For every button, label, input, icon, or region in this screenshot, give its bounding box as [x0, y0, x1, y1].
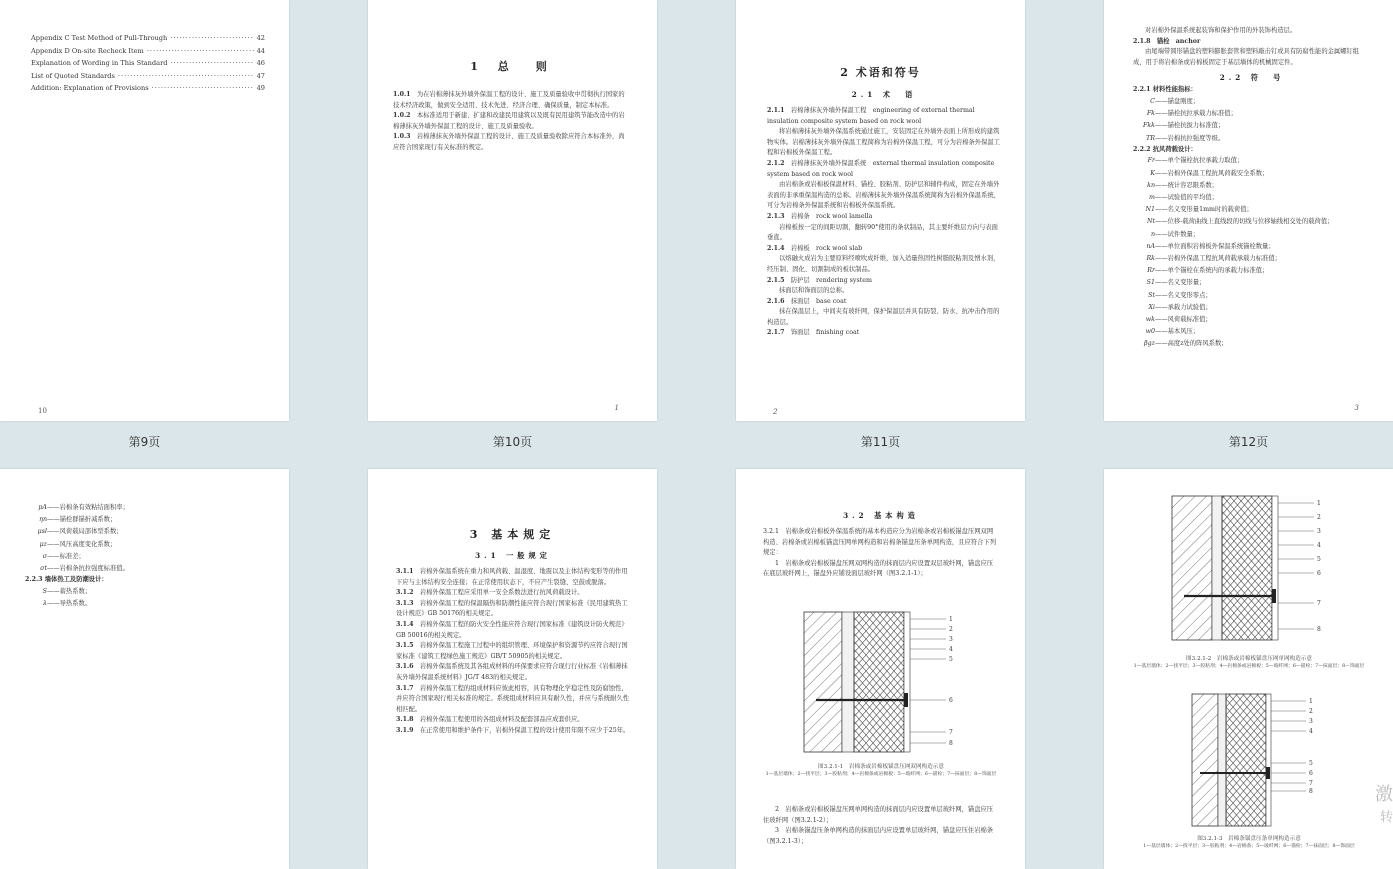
clause: 3.1.9 在正常使用和维护条件下，岩棉外保温工程的设计使用年限不应少于25年。	[396, 726, 630, 734]
symbol-description: ——基本风压；	[1155, 328, 1200, 336]
term-entry: 2.1.3 岩棉条 rock wool lamella 岩棉板按一定的间距切割，翻转90°使用的条状制品，其主要纤维层方向与表面垂直。	[767, 212, 998, 242]
symbol: nA	[1146, 242, 1155, 250]
symbol-entry	[25, 563, 265, 575]
symbol-entry	[1133, 302, 1371, 314]
symbol-entry	[1133, 133, 1371, 145]
symbol-description: ——单个锚栓在系统内的承载力标准值；	[1155, 267, 1269, 275]
paragraph: 由尾端带圆形锚盘的塑料膨胀套管和塑料敲击钉或具有防腐性能的金属螺钉组成，用于将岩棉条或岩棉板固定于基层墙体的机械固定件。	[1133, 48, 1360, 66]
symbol-description: ——锚栓抗拔力标准值；	[1155, 122, 1225, 130]
clause: 3.1.7 岩棉外保温工程的组成材料应彼此相容，具有物理化学稳定性及防腐蚀性，并应符合国家现行相关标准的规定。系统组成材料应具有耐久性，并应与系统耐久性相匹配。	[396, 684, 629, 713]
toc-line[interactable]: Appendix D On-site Recheck Item ····· 44	[31, 45, 265, 58]
sub-heading: 2.2.3 墙体热工及防潮设计：	[25, 576, 108, 584]
page-caption[interactable]: 第12页	[1228, 435, 1269, 449]
document-page-15[interactable]	[736, 469, 1025, 869]
symbol-description: ——岩棉外保温工程抗风荷载承载力标准值；	[1155, 255, 1281, 262]
figure-label: 4	[1317, 542, 1321, 549]
symbol: βgz	[1144, 340, 1155, 348]
symbol-entry	[25, 539, 265, 551]
symbol-description: ——风荷载标准值；	[1155, 316, 1212, 324]
symbol-description: ——锚栓抗拉承载力标准值；	[1155, 110, 1237, 118]
document-page-9[interactable]	[0, 0, 289, 421]
clause: 1.0.3 岩棉薄抹灰外墙外保温工程的设计、施工及质量验收除应符合本标准外，尚应符合国家现行有关标准的规定。	[393, 133, 625, 151]
symbol: N1	[1145, 206, 1155, 214]
symbol-entry	[1133, 180, 1371, 192]
symbol-description: ——承载力试验值；	[1155, 303, 1212, 311]
symbol-entry	[1133, 241, 1371, 253]
symbol: n	[1150, 230, 1155, 238]
symbol-description: ——试件数量；	[1155, 230, 1200, 238]
sub-heading: 2.2.2 抗风荷载设计：	[1133, 145, 1197, 153]
term-entry: 2.1.2 岩棉薄抹灰外墙外保温系统 external thermal insulation composite system based on rock wool 由岩棉条或岩棉板保温材料、锚栓、胶粘剂、防护层和辅件构成，固定在外墙外表面的非承重保温构造的总称。岩棉薄抹灰外墙外保温系统简称为岩棉外保温系统，可分为岩棉条外保温系统和岩棉板外保温系统。	[767, 159, 1000, 210]
symbol-entry	[1133, 253, 1371, 265]
symbol-description: ——岩棉外保温工程抗风荷载安全系数；	[1155, 169, 1269, 177]
symbol: St	[1148, 291, 1155, 299]
page-caption[interactable]: 第11页	[860, 435, 901, 449]
figure-label: 8	[1309, 788, 1313, 795]
symbol-description: ——岩棉条抗拉强度标准值。	[47, 565, 129, 573]
construction-figure	[1164, 493, 1334, 643]
figure-label: 3	[949, 636, 953, 643]
clause: 3.2.1 岩棉条或岩棉板外保温系统的基本构造应分为岩棉条或岩棉板锚盘压网双网构造、岩棉条或岩棉板锚盘压网单网构造和岩棉条锚盘压条单网构造，且应符合下列规定：	[763, 528, 996, 557]
symbol-list	[25, 586, 265, 610]
symbol: w0	[1145, 328, 1155, 336]
symbol-entry	[1133, 120, 1371, 132]
chapter-title: 2 术语和符号	[840, 66, 921, 79]
clause: 3.1.6 岩棉外保温系统及其各组成材料的环保要求应符合现行行业标准《岩棉薄抹灰外墙外保温系统材料》JG/T 483的相关规定。	[396, 663, 628, 681]
document-page-16[interactable]	[1104, 469, 1393, 869]
sub-heading: 2.2.1 材料性能指标：	[1133, 86, 1197, 94]
term-entry: 2.1.4 岩棉板 rock wool slab 以熔融火成岩为主要原料经喷吹成纤维，加入适量热固性树脂胶粘剂及憎水剂，经压制、固化、切割制成的板状制品。	[767, 244, 1000, 273]
symbol: kn	[1147, 181, 1155, 189]
toc-line[interactable]: Appendix C Test Method of Pull-Through ····· 42	[31, 32, 265, 45]
figure-caption: 图3.2.1-1 岩棉条或岩棉板锚盘压网双网构造示意	[818, 764, 944, 770]
figure-label: 5	[1309, 760, 1313, 767]
symbol-entry	[1133, 216, 1371, 228]
symbol-entry	[1133, 96, 1371, 108]
page-number: 10	[38, 407, 47, 415]
term-entry: 2.1.1 岩棉薄抹灰外墙外保温工程 engineering of external thermal insulation composite system based on rock wool 将岩棉薄抹灰外墙外保温系统通过施工，安装固定在外墙外表面上所形成的建筑物实体。岩棉薄抹灰外墙外保温工程简称为岩棉外保温工程，可分为岩棉条外保温工程和岩棉板外保温工程。	[767, 107, 1000, 157]
toc-list	[31, 32, 265, 95]
symbol: wk	[1145, 316, 1155, 324]
symbol: Fr	[1147, 157, 1155, 165]
document-page-12[interactable]	[1104, 0, 1393, 421]
wall-hatch	[1192, 694, 1218, 826]
render-layer	[1266, 694, 1271, 826]
symbol-description: ——风压高度变化系数；	[47, 540, 117, 548]
figure-caption: 图3.2.1-3 岩棉条锚盘压条单网构造示意	[1197, 836, 1301, 842]
symbol-description: ——名义变形量；	[1155, 279, 1206, 287]
chapter-body	[396, 547, 630, 737]
page-caption[interactable]: 第9页	[128, 435, 161, 449]
rock-wool-layer	[1222, 496, 1272, 640]
symbol: Rk	[1146, 255, 1155, 262]
page-caption[interactable]: 第10页	[492, 435, 533, 449]
symbol-description: ——蓄热系数；	[47, 587, 92, 595]
clause-item: 1 岩棉条或岩棉板锚盘压网双网构造的抹面层内应设置双层玻纤网，锚盘应压在底层玻纤网上，锚盘外应铺设面层玻纤网（图3.2.1-1）；	[763, 559, 994, 578]
page-number: 2	[773, 408, 778, 416]
clause: 3.1.1 岩棉外保温系统在重力和风荷载、温湿度、地震以及主体结构变形等的作用下应与主体结构安全连接；在正常使用状态下，不应产生裂缝、空鼓或脱落。	[396, 568, 628, 586]
symbol-description: ——岩棉条有效粘结面积率；	[47, 504, 129, 511]
paragraph: 对岩棉外保温系统起装饰和保护作用的外装饰构造层。	[1145, 27, 1297, 34]
symbol-entry	[1133, 290, 1371, 302]
anchor-plate	[1266, 767, 1270, 779]
figure-label: 2	[949, 626, 953, 633]
figure-caption: 图3.2.1-2 岩棉条或岩棉板锚盘压网单网构造示意	[1186, 656, 1312, 662]
symbol-description: ——单个锚栓抗拉承载力取值；	[1155, 157, 1244, 165]
symbol-description: ——统计容忍限系数；	[1155, 181, 1218, 189]
figure-label: 4	[1309, 728, 1313, 735]
symbol-entry	[1133, 155, 1371, 167]
symbol-description: ——高度z处的阵风系数；	[1155, 340, 1228, 348]
clause-list	[396, 567, 630, 737]
symbol-entry	[1133, 338, 1371, 350]
symbol: pA	[38, 504, 47, 511]
symbol-description: ——名义变形量1mm时的载荷值；	[1155, 206, 1253, 214]
figure-caption-block	[1124, 655, 1374, 671]
figure-legend: 1—基层墙体；2—找平层；3—胶粘剂；4—岩棉条或岩棉板；5—玻纤网；6—锚栓；7—抹面层；8—饰面层	[1133, 664, 1365, 669]
toc-line[interactable]: Explanation of Wording in This Standard ····· 46	[31, 57, 265, 70]
symbol-description: ——锚盘刚度；	[1155, 97, 1200, 105]
clause: 1.0.2 本标准适用于新建、扩建和改建民用建筑以及既有民用建筑节能改造中的岩棉薄抹灰外墙外保温工程的设计、施工及质量验收。	[393, 112, 625, 130]
clause: 3.1.3 岩棉外保温工程的保温隔热和防潮性能应符合现行国家标准《民用建筑热工设计规范》GB 50176的相关规定。	[396, 599, 628, 618]
anchor-plate	[904, 693, 908, 707]
symbol-description: ——标准差；	[47, 552, 85, 560]
document-page-13[interactable]	[0, 469, 289, 869]
symbol-entry	[25, 598, 265, 610]
section-heading: 2.2 符 号	[1219, 73, 1285, 83]
document-page-14[interactable]	[368, 469, 657, 869]
symbol: Rr	[1147, 267, 1155, 275]
figure-label: 7	[1317, 600, 1321, 607]
symbol-entry	[1133, 168, 1371, 180]
term-entry: 2.1.6 抹面层 base coat 抹在保温层上，中间夹有玻纤网，保护保温层并具有防裂、防水、抗冲击作用的构造层。	[767, 297, 1000, 326]
figure-legend: 1—基层墙体；2—找平层；3—胶粘剂；4—岩棉条或岩棉板；5—玻纤网；6—锚栓；7—抹面层；8—饰面层	[765, 772, 997, 777]
levelling-layer	[842, 612, 854, 752]
symbol: ηn	[39, 516, 47, 524]
rock-wool-layer	[854, 612, 904, 752]
symbol-description: ——位移-载荷曲线上直线段的切线与位移轴线相交处的载荷值；	[1155, 218, 1334, 226]
figure-label: 5	[1317, 556, 1321, 563]
clause-item: 2 岩棉条或岩棉板锚盘压网单网构造的抹面层内应设置单层玻纤网，锚盘应压住玻纤网（图3.2.1-2）；	[763, 806, 994, 824]
figure-caption-block	[756, 763, 1006, 779]
figure-label: 2	[1317, 514, 1321, 521]
construction-figure	[1184, 691, 1334, 829]
page-body	[1133, 26, 1371, 351]
term-entry: 2.1.5 防护层 rendering system 抹面层和饰面层的总称。	[767, 276, 872, 295]
clause-item: 3 岩棉条锚盘压条单网构造的抹面层内应设置单层玻纤网，锚盘应压住岩棉条（图3.2.1-3）；	[763, 827, 994, 845]
page-number: 3	[1354, 404, 1359, 412]
page-number: 1	[614, 404, 619, 412]
section-heading: 3.1 一般规定	[475, 551, 551, 560]
clause: 3.1.5 岩棉外保温工程施工过程中的组织管理、环境保护和资源节约应符合现行国家标准《建筑工程绿色施工规范》GB/T 50905的相关规定。	[396, 642, 628, 660]
symbol-entry	[1133, 265, 1371, 277]
watermark: 激	[1375, 784, 1393, 805]
figure-label: 5	[949, 656, 953, 663]
symbol: μsl	[37, 528, 47, 536]
symbol-entry	[25, 526, 265, 538]
chapter-body	[767, 86, 1001, 339]
figure-label: 6	[1317, 570, 1321, 577]
chapter-title: 3 基本规定	[469, 528, 556, 541]
figure-label: 6	[949, 697, 953, 704]
symbol: TR	[1146, 134, 1155, 142]
figure-label: 7	[1309, 780, 1313, 787]
symbol: S1	[1146, 279, 1155, 287]
symbol-entry	[1133, 204, 1371, 216]
symbol-list	[25, 502, 265, 575]
clause: 1.0.1 为在岩棉薄抹灰外墙外保温工程的设计、施工及质量验收中贯彻执行国家的技术经济政策，做到安全适用、技术先进、经济合理、确保质量，制定本标准。	[393, 91, 625, 109]
toc-line[interactable]: List of Quoted Standards ····· 47	[31, 70, 265, 83]
figure-label: 2	[1309, 708, 1313, 715]
symbol-entry	[25, 514, 265, 526]
section-heading: 3.2 基本构造	[843, 511, 919, 520]
symbol: σ	[42, 552, 47, 560]
symbol-description: ——导热系数。	[47, 600, 92, 608]
clause: 3.1.8 岩棉外保温工程使用的各组成材料及配套部品应成套供应。	[396, 716, 584, 724]
symbol-entry	[1133, 277, 1371, 289]
symbol-entry	[1133, 326, 1371, 338]
symbol-description: ——锚栓群锚折减系数；	[47, 516, 117, 524]
term-entry: 2.1.7 饰面层 finishing coat	[767, 329, 860, 337]
figure-label: 6	[1309, 770, 1313, 777]
symbol: Nt	[1146, 218, 1155, 226]
rock-wool-layer	[1226, 694, 1266, 826]
symbol-entry	[25, 586, 265, 598]
page-body	[25, 502, 265, 610]
leader-lines	[1271, 701, 1306, 791]
watermark: 转	[1379, 810, 1393, 825]
symbol: Xi	[1148, 303, 1155, 311]
figure-label: 8	[949, 740, 953, 747]
document-page-11[interactable]	[736, 0, 1025, 421]
render-layer	[1272, 496, 1278, 640]
page-body	[763, 507, 999, 580]
symbol: m	[1149, 193, 1155, 201]
symbol-entry	[25, 551, 265, 563]
section-heading: 2.1 术 语	[851, 90, 917, 99]
figure-label: 1	[949, 616, 953, 623]
construction-figure	[796, 607, 966, 757]
term-heading: 2.1.8 锚栓 anchor	[1133, 37, 1201, 45]
clause: 3.1.4 岩棉外保温工程的防火安全性能应符合现行国家标准《建筑设计防火规范》GB 50016的相关规定。	[396, 620, 628, 639]
symbol-description: ——名义变形零点；	[1155, 291, 1212, 299]
clause: 3.1.2 岩棉外保温工程应采用单一安全系数法进行抗风荷载设计。	[396, 589, 584, 597]
figure-label: 4	[949, 646, 953, 653]
symbol: Fk	[1146, 110, 1155, 118]
render-layer	[904, 612, 910, 752]
anchor-plate	[1272, 589, 1276, 603]
figure-label: 8	[1317, 626, 1321, 633]
toc-line[interactable]: Addition: Explanation of Provisions ····· 49	[31, 82, 265, 95]
symbol-description: ——岩棉抗拉强度等级。	[1155, 134, 1225, 142]
document-page-10[interactable]	[368, 0, 657, 421]
symbol: λ	[43, 600, 47, 608]
wall-hatch	[1172, 496, 1212, 640]
symbol-description: ——试验值的平均值；	[1155, 193, 1218, 201]
symbol-description: ——风荷载局部体型系数；	[47, 528, 123, 536]
wall-hatch	[804, 612, 842, 752]
symbol-entry	[1133, 314, 1371, 326]
levelling-layer	[1212, 496, 1222, 640]
figure-label: 3	[1317, 528, 1321, 535]
leader-lines	[910, 619, 946, 743]
symbol: K	[1150, 169, 1155, 177]
figure-label: 3	[1309, 718, 1313, 725]
page-body-lower	[763, 805, 999, 847]
symbol: C	[1150, 97, 1155, 105]
symbol-description: ——单位面积岩棉板外保温系统锚栓数量；	[1155, 242, 1275, 250]
chapter-title: 1 总 则	[470, 60, 555, 73]
symbol-list	[1133, 96, 1371, 145]
symbol-entry	[1133, 108, 1371, 120]
figure-label: 1	[1309, 698, 1313, 705]
symbol-entry	[25, 502, 265, 514]
symbol-entry	[1133, 192, 1371, 204]
figure-label: 1	[1317, 500, 1321, 507]
symbol: S	[42, 587, 47, 595]
symbol: σt	[40, 565, 47, 573]
figure-label: 7	[949, 729, 953, 736]
chapter-body	[393, 90, 627, 154]
symbol: μz	[39, 540, 47, 548]
figure-legend: 1—基层墙体；2—找平层；3—胶粘剂；4—岩棉条；5—玻纤网；6—锚栓；7—抹面层；8—饰面层	[1143, 844, 1355, 849]
leader-lines	[1278, 503, 1314, 629]
symbol-list	[1133, 155, 1371, 350]
levelling-layer	[1218, 694, 1226, 826]
symbol-entry	[1133, 229, 1371, 241]
symbol: Fkk	[1142, 122, 1155, 130]
